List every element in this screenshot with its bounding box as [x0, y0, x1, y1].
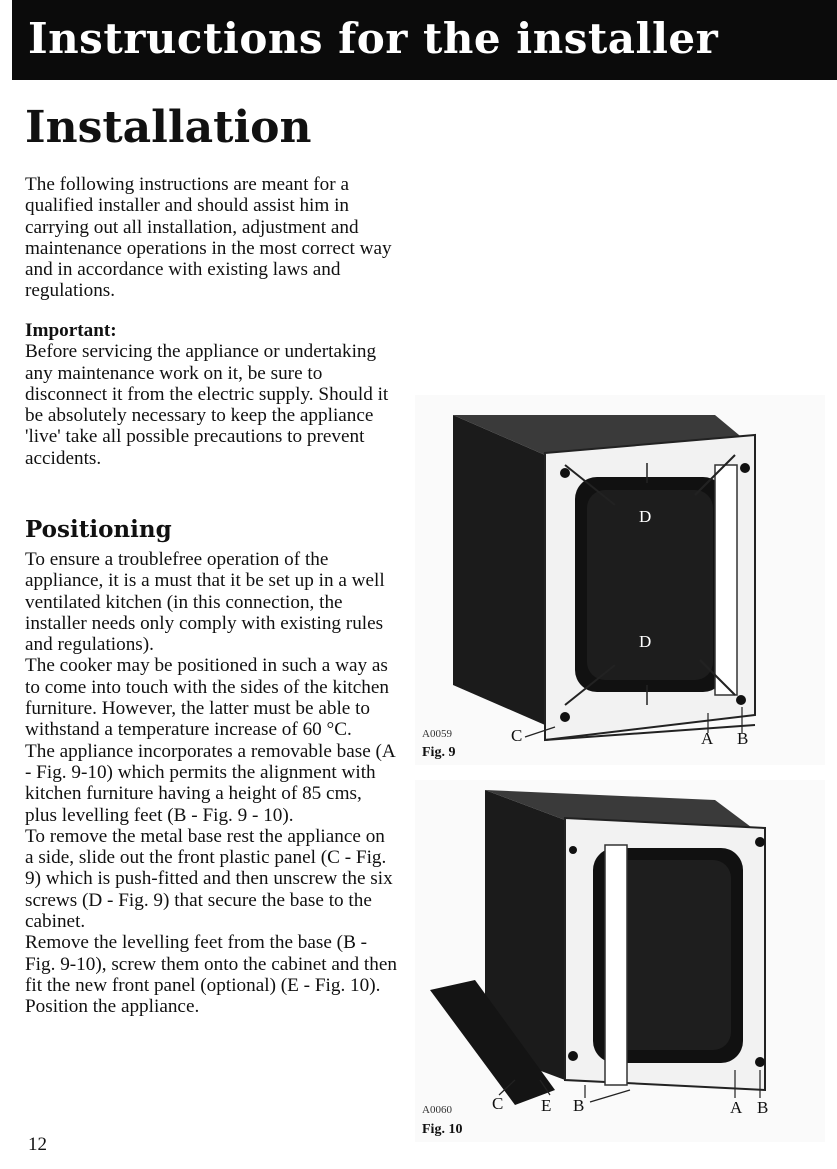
figure-10-label-e: E: [541, 1096, 552, 1115]
section-heading-positioning: Positioning: [25, 516, 172, 543]
figure-9-label-c: C: [511, 726, 523, 745]
important-text: Before servicing the appliance or undertaking any maintenance work on it, be sure to disconnect it from the electric supply. Should it be absolutely necessary to keep the appliance 'live' take all possible precautions to prevent accidents.: [25, 341, 389, 469]
figure-10-illustration: [415, 780, 825, 1142]
figure-9-label-b: B: [737, 729, 749, 748]
page-number: 12: [28, 1134, 47, 1155]
figure-10-label-a: A: [730, 1098, 743, 1117]
intro-text: The following instructions are meant for a qualified installer and should assist him in carrying out all installation, adjustment and maintenance operations in the most correct way and in accordance with existing laws and regulations.: [25, 174, 392, 302]
figure-10-code: A0060: [422, 1104, 452, 1116]
page-title: Installation: [25, 102, 312, 153]
figure-9: [415, 395, 825, 765]
important-label: Important:: [25, 320, 117, 341]
figure-10-label-b-left: B: [573, 1096, 585, 1115]
positioning-text: [25, 549, 397, 1018]
figure-9-label-d-top: D: [639, 507, 652, 526]
positioning-paragraph: To ensure a troublefree operation of the appliance, it is a must that it be set up in a well ventilated kitchen (in this connection, the installer needs only comply with existing rules and regulations).: [25, 549, 385, 656]
important-notice: [25, 320, 397, 469]
figure-10-label-b-right: B: [757, 1098, 769, 1117]
figure-10: [415, 780, 825, 1142]
figure-9-label-d-bottom: D: [639, 632, 652, 651]
banner-title: Instructions for the installer: [28, 14, 719, 63]
intro-paragraph: [25, 174, 397, 302]
positioning-paragraph: The appliance incorporates a removable base (A - Fig. 9-10) which permits the alignment with kitchen furniture having a height of 85 cms, plus levelling feet (B - Fig. 9 - 10).: [25, 740, 395, 826]
positioning-paragraph: The cooker may be positioned in such a way as to come into touch with the sides of the kitchen furniture. However, the latter must be able to withstand a temperature increase of 60 °C.: [25, 655, 389, 741]
figure-9-code: A0059: [422, 728, 452, 740]
positioning-paragraph: To remove the metal base rest the appliance on a side, slide out the front plastic panel (C - Fig. 9) which is push-fitted and then unscrew the six screws (D - Fig. 9) that secure the base to the cabinet.: [25, 825, 393, 933]
figure-10-caption: Fig. 10: [422, 1122, 463, 1137]
figure-10-label-c: C: [492, 1094, 504, 1113]
positioning-paragraph: Position the appliance.: [25, 996, 200, 1018]
figure-9-illustration: [415, 395, 825, 765]
figure-9-label-a: A: [701, 729, 714, 748]
header-banner: [12, 0, 837, 80]
figure-9-caption: Fig. 9: [422, 745, 456, 760]
positioning-paragraph: Remove the levelling feet from the base (B - Fig. 9-10), screw them onto the cabinet and then fit the new front panel (optional) (E - Fig. 10).: [25, 932, 397, 996]
